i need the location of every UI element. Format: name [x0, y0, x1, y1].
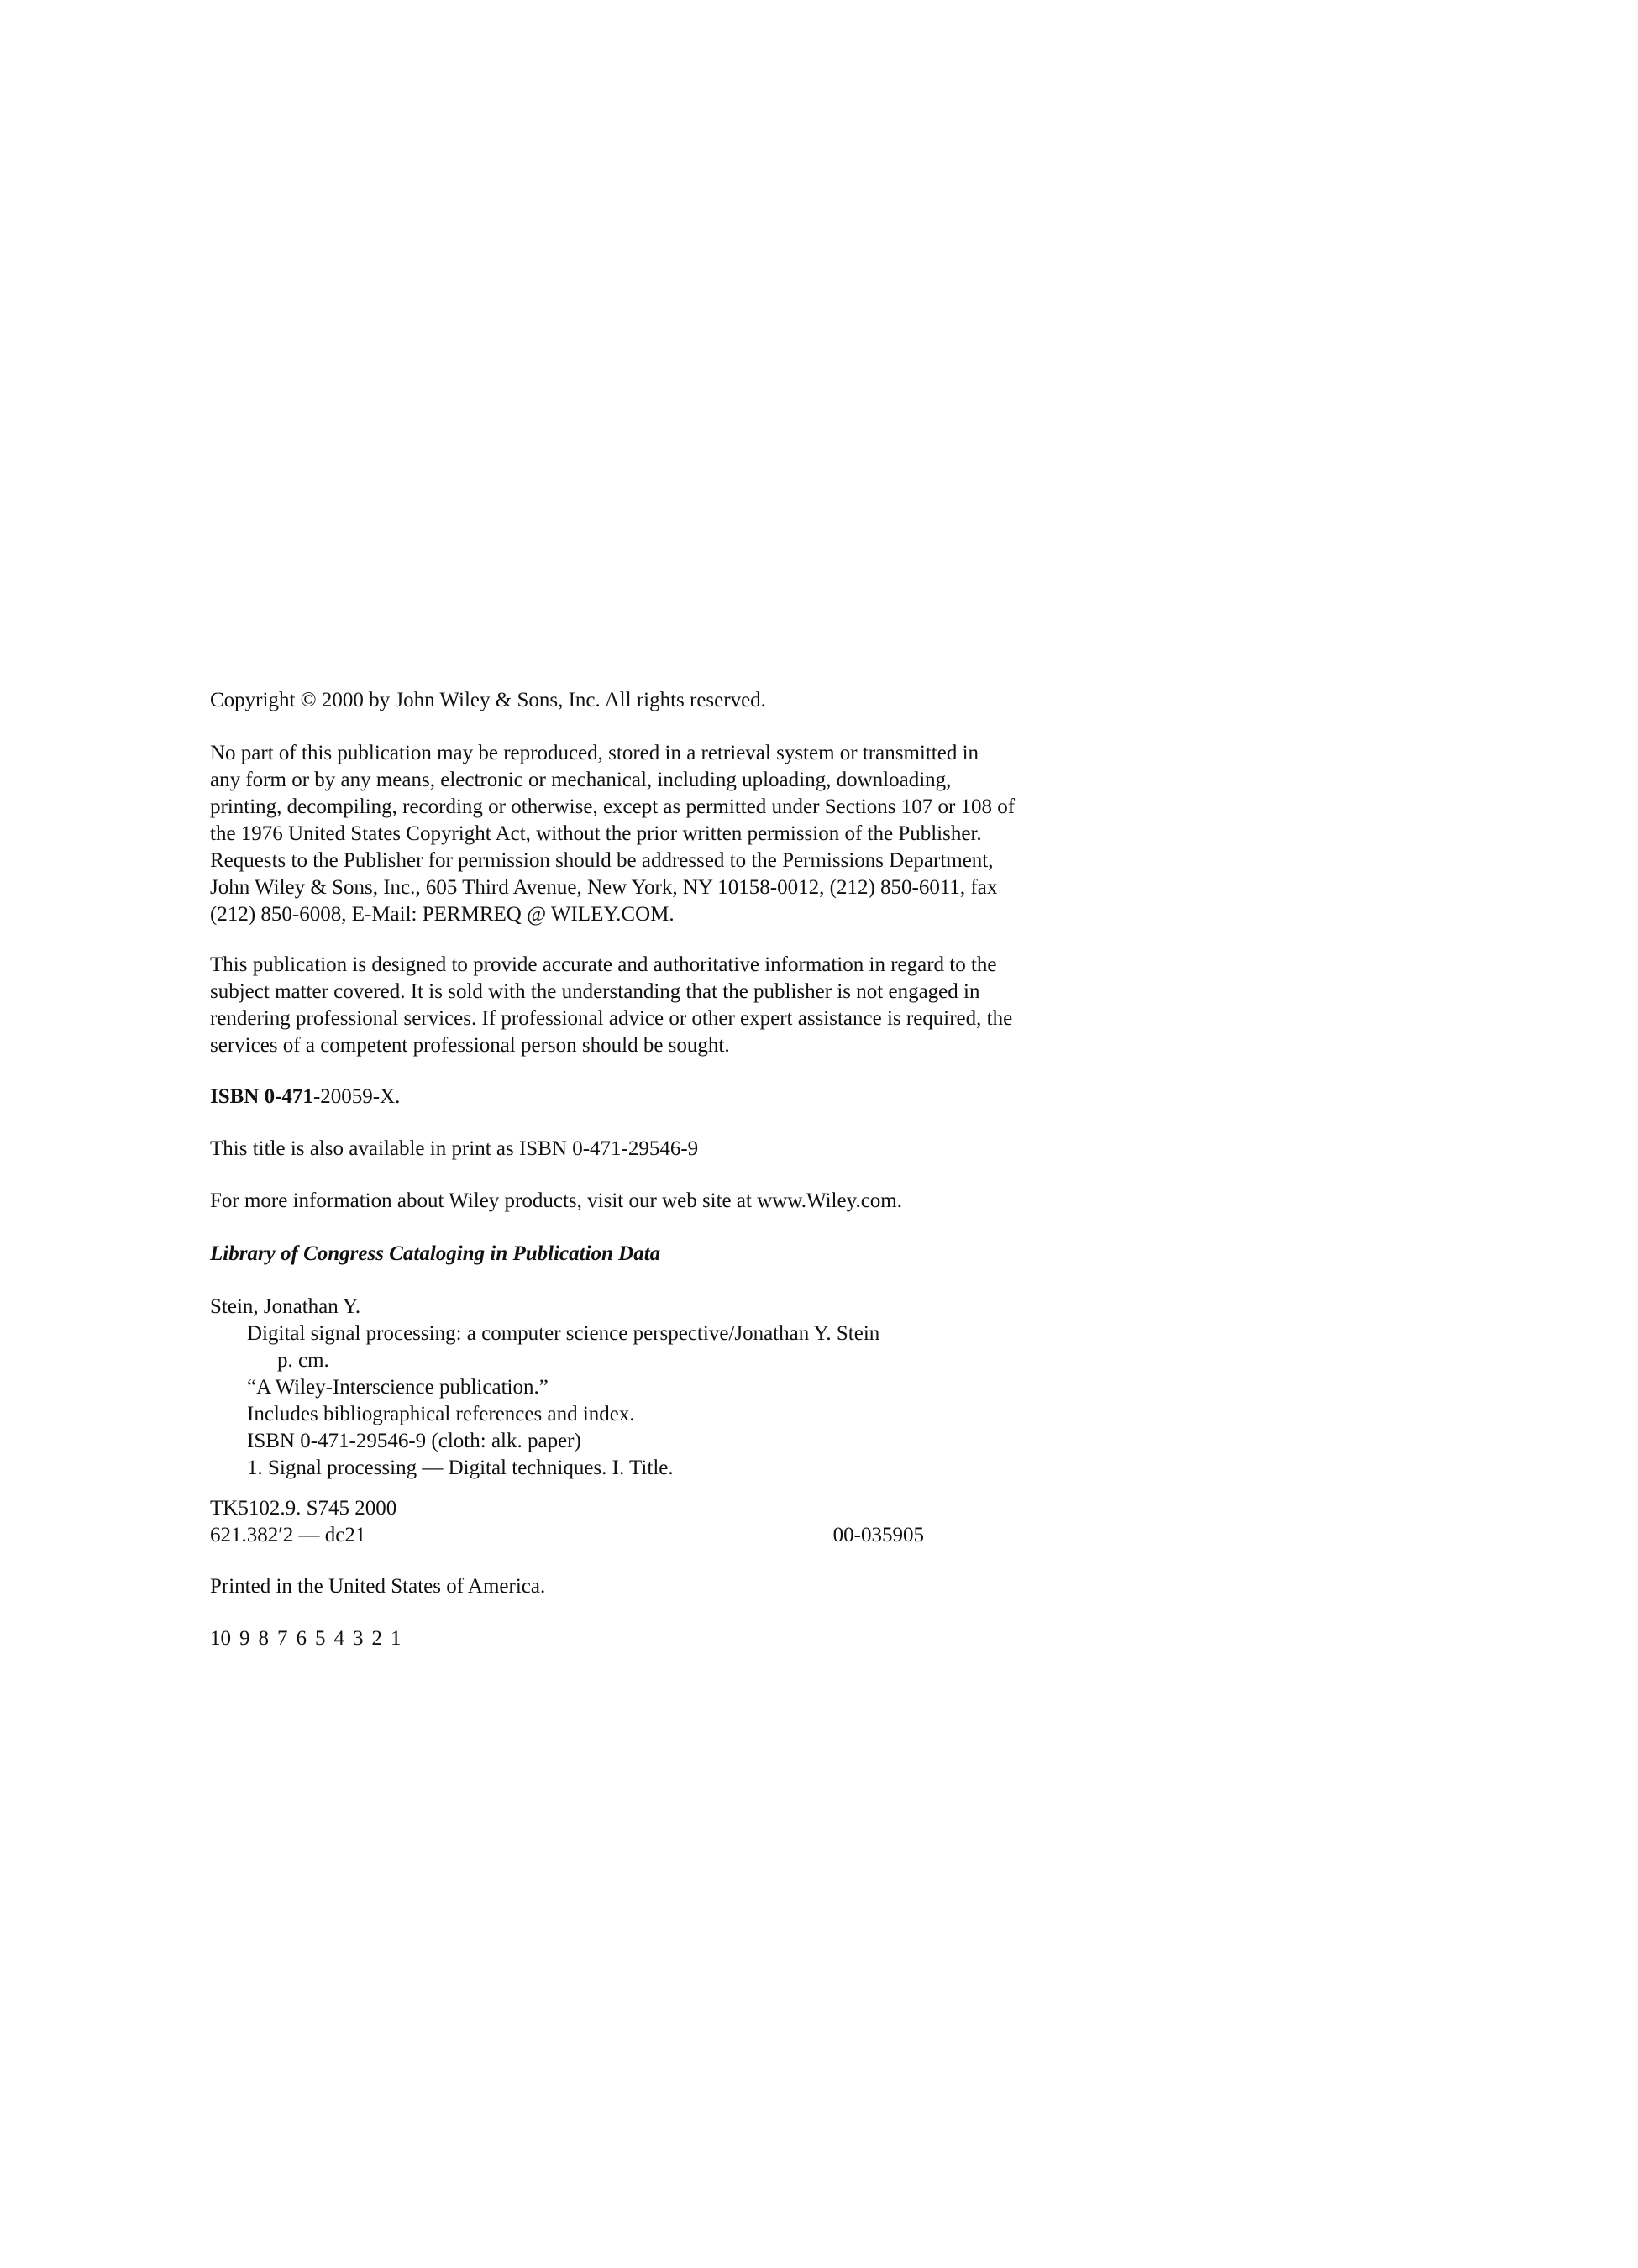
printer-key-number: 9 [239, 1627, 250, 1650]
cip-heading [210, 1241, 1084, 1268]
cip-pages: p. cm. [277, 1349, 329, 1372]
printer-key-number: 8 [258, 1627, 269, 1650]
cip-heading-text: Library of Congress Cataloging in Publication Data [210, 1242, 661, 1265]
permissions-line: (212) 850-6008, E-Mail: PERMREQ @ WILEY.COM. [210, 903, 675, 926]
permissions-line: Requests to the Publisher for permission should be addressed to the Permissions Department, [210, 849, 994, 872]
cip-subjects: 1. Signal processing — Digital techniques. I. Title. [247, 1457, 674, 1479]
cip-author: Stein, Jonathan Y. [210, 1295, 361, 1318]
printer-key-number: 4 [333, 1627, 344, 1650]
copyright-notice [210, 687, 1084, 714]
permissions-line: John Wiley & Sons, Inc., 605 Third Avenue, New York, NY 10158-0012, (212) 850-6011, fax [210, 876, 998, 899]
permissions-line: printing, decompiling, recording or otherwise, except as permitted under Sections 107 or 108 of [210, 795, 1016, 818]
disclaimer-paragraph [210, 952, 1084, 1059]
print-isbn-text: This title is also available in print as ISBN 0-471-29546-9 [210, 1137, 699, 1160]
cip-title: Digital signal processing: a computer science perspective/Jonathan Y. Stein [247, 1322, 880, 1345]
print-isbn-line [210, 1136, 1084, 1163]
permissions-paragraph [210, 740, 1084, 928]
isbn-prefix: ISBN 0-471 [210, 1085, 313, 1108]
printer-key-number: 5 [315, 1627, 326, 1650]
printer-key-number: 1 [391, 1627, 402, 1650]
cip-isbn: ISBN 0-471-29546-9 (cloth: alk. paper) [247, 1430, 581, 1452]
lccn-number: 00-035905 [832, 1524, 924, 1546]
lc-classification: TK5102.9. S745 2000 [210, 1497, 397, 1520]
disclaimer-line: rendering professional services. If professional advice or other expert assistance is required, the [210, 1007, 1013, 1030]
more-info-text: For more information about Wiley products, visit our web site at www.Wiley.com. [210, 1189, 902, 1212]
cip-record [210, 1294, 1084, 1482]
permissions-line: No part of this publication may be reproduced, stored in a retrieval system or transmitted in [210, 742, 979, 764]
cip-series: “A Wiley-Interscience publication.” [247, 1376, 549, 1399]
printer-key-number: 10 [210, 1627, 231, 1650]
copyright-line: Copyright © 2000 by John Wiley & Sons, Inc. All rights reserved. [210, 689, 766, 711]
disclaimer-line: This publication is designed to provide accurate and authoritative information in regard to the [210, 953, 997, 976]
cip-includes: Includes bibliographical references and index. [247, 1403, 635, 1425]
classification-block [210, 1495, 1084, 1549]
permissions-line: any form or by any means, electronic or mechanical, including uploading, downloading, [210, 769, 952, 791]
printer-key-number: 3 [353, 1627, 364, 1650]
disclaimer-line: subject matter covered. It is sold with the understanding that the publisher is not engaged in [210, 980, 980, 1003]
printer-key-number: 2 [371, 1627, 382, 1650]
disclaimer-line: services of a competent professional person should be sought. [210, 1034, 730, 1057]
more-info-line [210, 1188, 1084, 1215]
printer-key-number: 6 [296, 1627, 307, 1650]
printed-in-text: Printed in the United States of America. [210, 1575, 546, 1598]
printer-key [210, 1625, 1084, 1652]
printed-in-line [210, 1573, 1084, 1600]
isbn-line [210, 1084, 1084, 1110]
permissions-line: the 1976 United States Copyright Act, without the prior written permission of the Publisher. [210, 822, 982, 845]
isbn-suffix: -20059-X. [312, 1085, 401, 1108]
printer-key-number: 7 [277, 1627, 288, 1650]
dewey-classification: 621.382′2 — dc21 [210, 1524, 366, 1546]
